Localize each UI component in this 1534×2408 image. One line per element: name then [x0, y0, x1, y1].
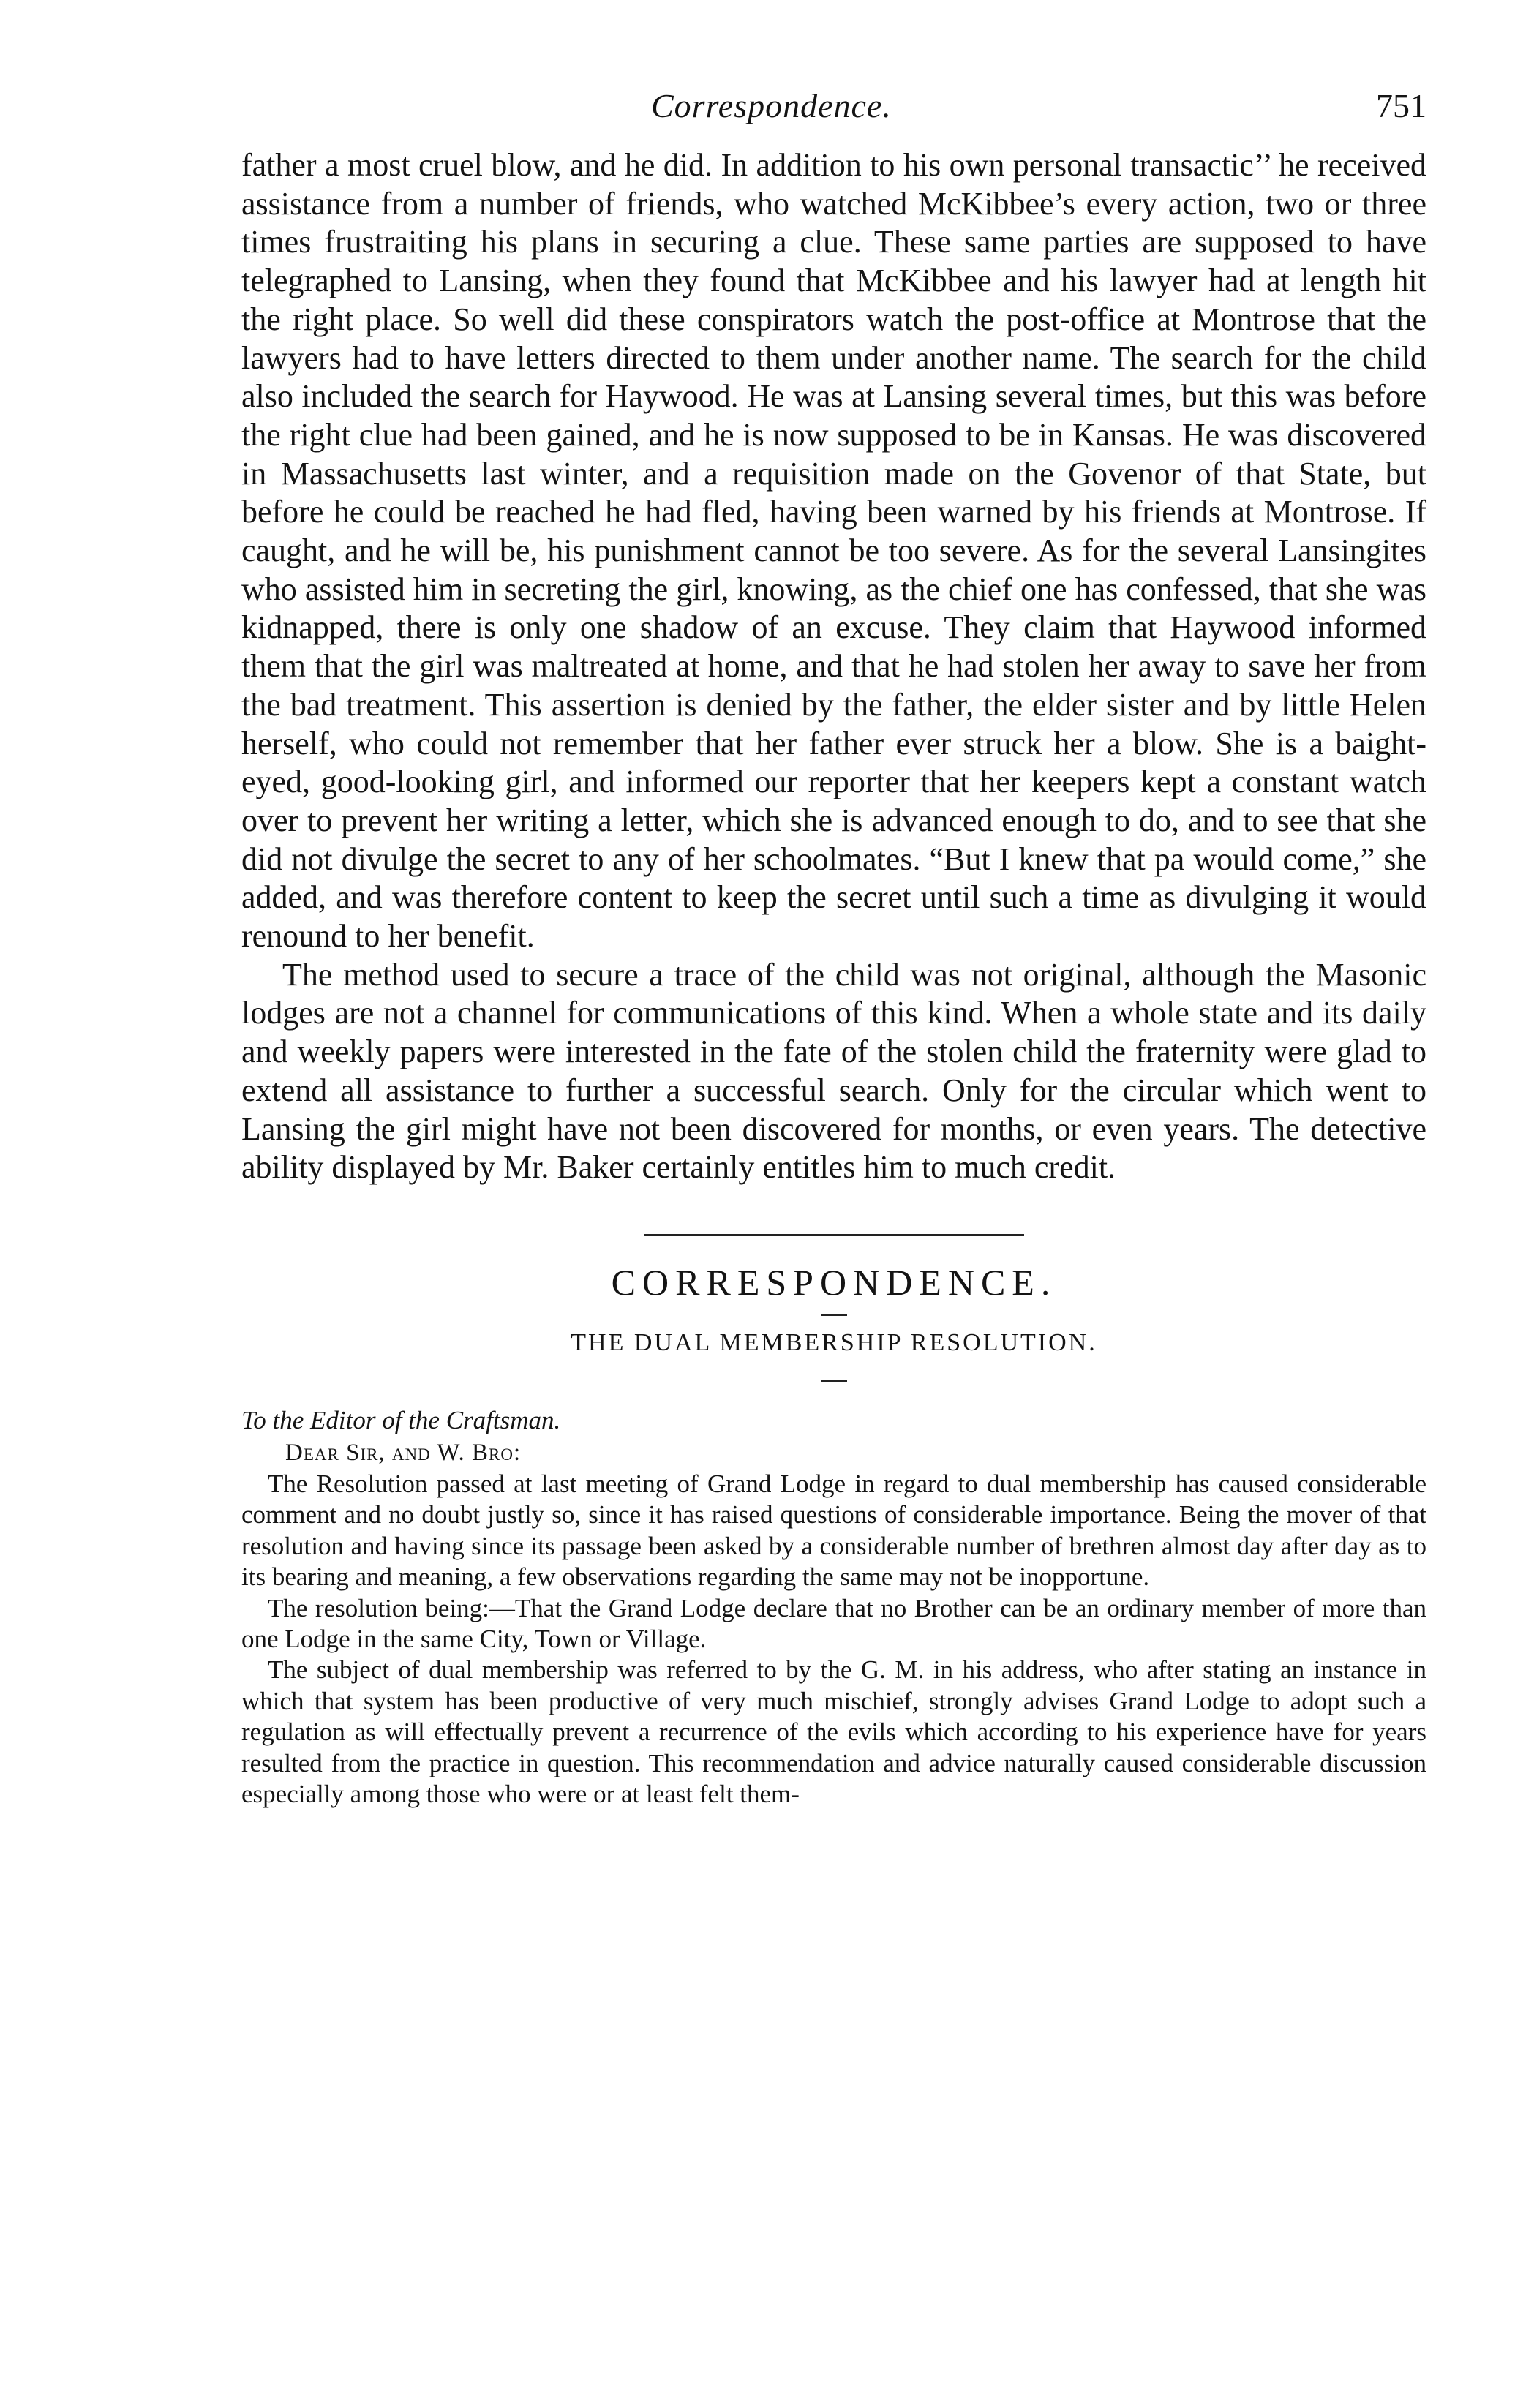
letter [241, 1404, 1426, 1810]
letter-salutation [241, 1437, 1426, 1469]
article-continuation [241, 146, 1426, 1187]
section-title: CORRESPONDENCE. [611, 1261, 1057, 1303]
article-paragraph: father a most cruel blow, and he did. In addition to his own personal transactic’’ he received assistance from a number of friends, who watched McKibbee’s every action, two or three times frustraiting his plans in securing a clue. These same parties are supposed to have telegraphed to Lansing, when they found that McKibbee and his lawyer had at length hit the right place. So well did these conspirators watch the post-office at Montrose that the lawyers had to have letters directed to them under another name. The search for the child also included the search for Haywood. He was at Lansing several times, but this was before the right clue had been gained, and he is now supposed to be in Kansas. He was discovered in Massachusetts last winter, and a requisition made on the Govenor of that State, but before he could be reached he had fled, having been warned by his friends at Montrose. If caught, and he will be, his punishment cannot be too severe. As for the several Lansingites who assisted him in secreting the girl, knowing, as the chief one has confessed, that she was kidnapped, there is only one shadow of an excuse. They claim that Haywood informed them that the girl was maltreated at home, and that he had stolen her away to save her from the bad treatment. This assertion is denied by the father, the elder sister and by little Helen herself, who could not remember that her father ever struck her a blow. She is a baight-eyed, good-looking girl, and informed our reporter that her keepers kept a constant watch over to prevent her writing a letter, which she is advanced enough to do, and to see that she did not divulge the secret to any of her schoolmates. “But I knew that pa would come,” she added, and was therefore content to keep the secret until such a time as divulging it would renound to her benefit. [241, 147, 1426, 955]
page-number: 751 [1376, 87, 1426, 124]
letter-paragraph: The resolution being:—That the Grand Lodge declare that no Brother can be an ordinary member of more than one Lodge in the same City, Town or Village. [241, 1593, 1426, 1654]
title-dash [821, 1314, 847, 1316]
letter-addressee: To the Editor of the Craftsman. [241, 1405, 561, 1434]
running-head [241, 86, 1426, 138]
page-body [241, 146, 1426, 1810]
section-subtitle: THE DUAL MEMBERSHIP RESOLUTION. [571, 1328, 1097, 1356]
salutation-text: Dear Sir, and W. Bro: [285, 1439, 522, 1466]
subtitle-dash [821, 1380, 847, 1382]
article-paragraph: The method used to secure a trace of the child was not original, although the Masonic lodges are not a channel for communications of this kind. When a whole state and its daily and weekly papers were interested in the fate of the stolen child the fraternity were glad to extend all assistance to further a successful search. Only for the circular which went to Lansing the girl might have not been discovered for months, or even years. The detective ability displayed by Mr. Baker certainly entitles him to much credit. [241, 956, 1426, 1186]
section-divider [644, 1234, 1024, 1236]
letter-paragraph: The subject of dual membership was referred to by the G. M. in his address, who after stating an instance in which that system has been productive of very much mischief, strongly advises Grand Lodge to adopt such a regulation as will effectually prevent a recurrence of the evils which according to his experience have for years resulted from the practice in question. This recommendation and advice naturally caused considerable discussion especially among those who were or at least felt them- [241, 1655, 1426, 1809]
letter-paragraph: The Resolution passed at last meeting of Grand Lodge in regard to dual membership has caused considerable comment and no doubt justly so, since it has raised questions of considerable importance. Being the mover of that resolution and having since its passage been asked by a considerable number of brethren almost day after day as to its bearing and meaning, a few observations regarding the same may not be inopportune. [241, 1469, 1426, 1592]
running-title: Correspondence. [651, 87, 892, 124]
